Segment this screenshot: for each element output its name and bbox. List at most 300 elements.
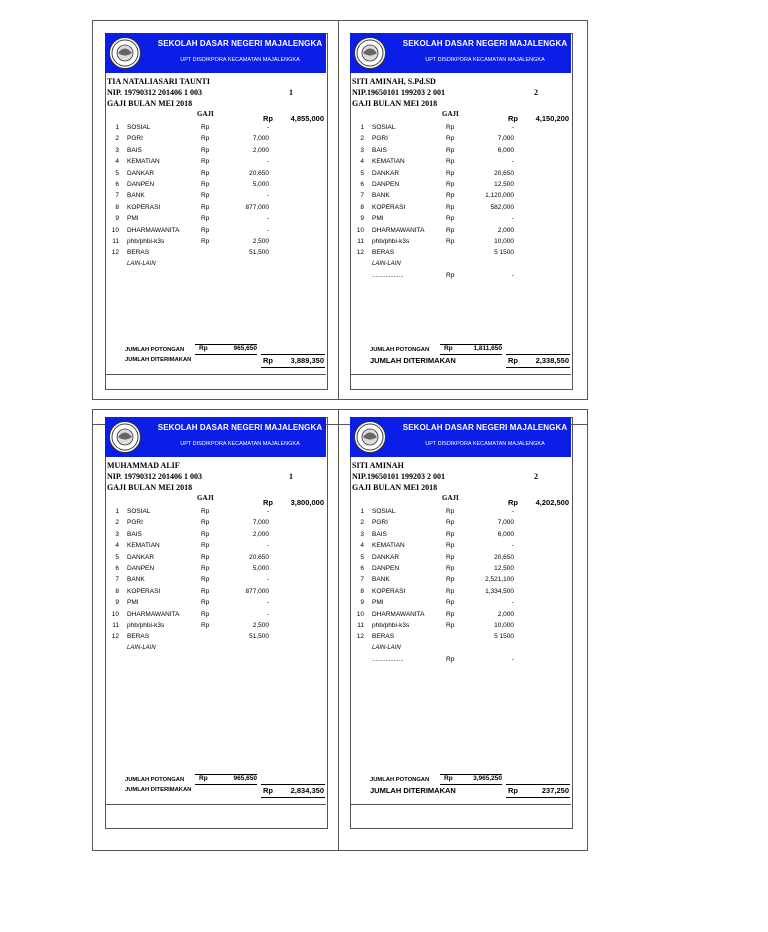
jumlah-diterimakan-currency: Rp (263, 786, 273, 795)
gaji-currency: Rp (508, 498, 518, 507)
deduction-name: BANK (372, 576, 390, 584)
slip-number: 1 (289, 88, 293, 97)
gaji-currency: Rp (263, 498, 273, 507)
row-currency: Rp (446, 587, 455, 595)
row-number: 11 (357, 238, 364, 245)
jumlah-diterimakan-value: 237,250 (541, 786, 569, 795)
deduction-name: DHARMAWANITA (127, 226, 180, 234)
deduction-value: - (266, 226, 269, 234)
row-currency: Rp (201, 610, 210, 618)
row-currency: Rp (446, 238, 455, 245)
gaji-currency: Rp (263, 114, 273, 123)
deduction-value: - (266, 576, 269, 584)
deduction-name: PGRI (127, 519, 143, 527)
row-number: 11 (112, 238, 119, 245)
slip-number: 2 (534, 472, 538, 481)
row-currency: Rp (201, 587, 210, 595)
deduction-name: SOSIAL (372, 508, 396, 515)
row-number: 11 (357, 622, 364, 629)
card-divider (105, 804, 326, 805)
pay-period: GAJI BULAN MEI 2018 (352, 483, 438, 492)
deduction-value: - (266, 542, 269, 550)
deduction-value: 6,000 (497, 146, 514, 154)
deduction-row (107, 611, 317, 622)
jumlah-potongan-value: 965,650 (233, 775, 257, 782)
row-currency: Rp (446, 519, 455, 527)
row-number: 1 (360, 508, 364, 515)
row-number: 9 (115, 599, 119, 607)
deduction-name: BAIS (372, 530, 387, 538)
slip-number: 1 (289, 472, 293, 481)
deduction-row (107, 542, 317, 553)
deduction-name: DANKAR (127, 553, 155, 561)
card-divider (350, 804, 571, 805)
row-currency: Rp (201, 169, 210, 177)
deduction-name: PMI (372, 599, 384, 607)
deduction-value: 5,000 (252, 565, 269, 572)
row-number: 10 (356, 610, 364, 618)
row-number: 4 (360, 158, 364, 166)
jumlah-potongan-currency: Rp (199, 345, 208, 352)
deduction-value: 1,120,000 (485, 192, 514, 200)
gaji-value: 4,855,000 (290, 114, 324, 123)
deduction-name: DANPEN (127, 565, 155, 572)
deduction-value: - (511, 599, 514, 607)
deduction-row (107, 565, 317, 576)
deduction-row (352, 611, 562, 622)
deduction-value: 5 1500 (494, 633, 514, 641)
upt-name: UPT DISDIKPORA KECAMATAN MAJALENGKA (180, 441, 300, 447)
deduction-name: KOPERASI (127, 587, 161, 595)
row-number: 3 (115, 530, 119, 538)
deduction-row (352, 519, 562, 530)
row-currency: Rp (201, 553, 210, 561)
row-currency: Rp (446, 599, 455, 607)
deduction-name: KEMATIAN (127, 158, 160, 166)
jumlah-potongan-label: JUMLAH POTONGAN (125, 347, 185, 353)
deduction-name: BANK (127, 192, 145, 200)
deduction-row (107, 508, 317, 519)
row-currency: Rp (446, 576, 455, 584)
tut-wuri-logo-icon (110, 422, 140, 452)
deduction-value: 877,000 (245, 587, 269, 595)
row-currency: Rp (201, 192, 210, 200)
deduction-name: KEMATIAN (372, 158, 405, 166)
row-currency: Rp (446, 124, 455, 131)
row-number: 1 (360, 124, 364, 131)
deduction-row (107, 531, 317, 542)
deduction-value: 2,000 (252, 530, 269, 538)
row-number: 1 (115, 124, 119, 131)
deduction-row (352, 633, 562, 644)
gaji-label: GAJI (442, 110, 459, 118)
deduction-row (352, 576, 562, 587)
row-number: 8 (360, 587, 364, 595)
deduction-value: 20,650 (494, 553, 514, 561)
deduction-row (107, 576, 317, 587)
deduction-name: DANPEN (372, 565, 400, 572)
jumlah-potongan-rule (195, 774, 257, 775)
deduction-value: 20,650 (249, 553, 269, 561)
jumlah-potongan-label: JUMLAH POTONGAN (370, 777, 430, 783)
lain-dots: ................... (372, 656, 404, 663)
deduction-name: PGRI (127, 135, 143, 143)
deduction-name: BAIS (127, 146, 142, 154)
deduction-row (107, 519, 317, 530)
deduction-value: 582,000 (490, 203, 514, 211)
row-currency: Rp (446, 508, 455, 515)
deduction-name: SOSIAL (127, 508, 151, 515)
row-number: 7 (115, 576, 119, 584)
jumlah-diterimakan-value: 3,889,350 (290, 356, 324, 365)
gaji-label: GAJI (197, 494, 214, 502)
school-logo (109, 421, 141, 453)
deduction-value: 7,000 (252, 135, 269, 143)
jumlah-potongan-value: 1,811,650 (473, 345, 502, 352)
row-currency: Rp (201, 599, 210, 607)
row-currency: Rp (446, 226, 455, 234)
row-number: 12 (111, 249, 119, 257)
deduction-row (107, 599, 317, 610)
deduction-value: - (266, 158, 269, 166)
jumlah-diterimakan-value: 2,338,550 (535, 356, 569, 365)
deduction-name: phb/phbi-k3s (127, 622, 165, 629)
deduction-value: 2,500 (252, 238, 269, 245)
deduction-value: - (266, 508, 269, 515)
deduction-value: 2,521,100 (485, 576, 514, 584)
lain-lain-label: LAIN-LAIN (372, 644, 401, 651)
lain-value: - (511, 271, 514, 279)
deduction-name: PMI (372, 215, 384, 223)
deduction-name: PMI (127, 599, 139, 607)
deduction-row (352, 531, 562, 542)
deduction-value: 12,500 (494, 565, 514, 572)
deduction-name: PGRI (372, 135, 388, 143)
deduction-name: PGRI (372, 519, 388, 527)
row-number: 5 (360, 169, 364, 177)
jumlah-potongan-underline (440, 784, 502, 785)
deduction-name: DHARMAWANITA (372, 610, 425, 618)
row-currency: Rp (446, 192, 455, 200)
row-number: 3 (360, 146, 364, 154)
deduction-name: KOPERASI (127, 203, 161, 211)
row-currency: Rp (201, 146, 210, 154)
pay-period: GAJI BULAN MEI 2018 (107, 483, 193, 492)
deduction-name: DANKAR (372, 169, 400, 177)
deduction-name: SOSIAL (372, 124, 396, 131)
deduction-name: DANKAR (372, 553, 400, 561)
deduction-name: BERAS (127, 633, 150, 641)
jumlah-diterimakan-box (261, 784, 325, 798)
row-currency: Rp (201, 226, 210, 234)
tut-wuri-logo-icon (355, 422, 385, 452)
row-number: 4 (360, 542, 364, 550)
deduction-name: BAIS (127, 530, 142, 538)
jumlah-potongan-label: JUMLAH POTONGAN (370, 347, 430, 353)
row-number: 8 (115, 587, 119, 595)
deduction-value: - (266, 124, 269, 131)
row-currency: Rp (201, 542, 210, 550)
row-currency: Rp (446, 215, 455, 223)
row-currency: Rp (201, 238, 210, 245)
jumlah-potongan-currency: Rp (444, 345, 453, 352)
row-currency: Rp (201, 519, 210, 527)
row-number: 1 (115, 508, 119, 515)
row-number: 5 (115, 553, 119, 561)
deduction-name: DHARMAWANITA (127, 610, 180, 618)
employee-name: MUHAMMAD ALIF (107, 461, 180, 470)
deduction-name: DANPEN (372, 181, 400, 188)
jumlah-diterimakan-label: JUMLAH DITERIMAKAN (125, 357, 192, 363)
employee-name: TIA NATALIASARI TAUNTI (107, 77, 210, 86)
deduction-value: - (266, 599, 269, 607)
deduction-value: 2,000 (497, 610, 514, 618)
row-currency: Rp (446, 181, 455, 188)
deduction-value: - (511, 508, 514, 515)
row-number: 9 (115, 215, 119, 223)
school-banner (105, 417, 326, 457)
row-currency: Rp (201, 181, 210, 188)
payslip-card (93, 417, 324, 795)
row-currency: Rp (446, 169, 455, 177)
employee-name: SITI AMINAH, S.Pd.SD (352, 77, 436, 86)
row-currency: Rp (446, 203, 455, 211)
jumlah-diterimakan-value: 2,834,350 (290, 786, 324, 795)
jumlah-potongan-underline (195, 784, 257, 785)
school-logo (354, 421, 386, 453)
row-currency: Rp (446, 146, 455, 154)
employee-nip: NIP. 19790312 201406 1 003 (107, 88, 203, 97)
row-number: 4 (115, 158, 119, 166)
deduction-name: BERAS (127, 249, 150, 257)
row-number: 6 (115, 181, 119, 188)
gaji-currency: Rp (508, 114, 518, 123)
deduction-name: KEMATIAN (372, 542, 405, 550)
jumlah-diterimakan-box (506, 784, 570, 798)
gaji-value: 3,800,000 (290, 498, 324, 507)
row-currency: Rp (446, 565, 455, 572)
deduction-name: BAIS (372, 146, 387, 154)
row-currency: Rp (201, 508, 210, 515)
jumlah-diterimakan-currency: Rp (263, 356, 273, 365)
row-currency: Rp (446, 530, 455, 538)
row-number: 6 (115, 565, 119, 572)
upt-name: UPT DISDIKPORA KECAMATAN MAJALENGKA (425, 441, 545, 447)
row-number: 7 (360, 576, 364, 584)
row-number: 6 (360, 181, 364, 188)
payslip-card (338, 417, 569, 795)
row-number: 6 (360, 565, 364, 572)
school-name: SEKOLAH DASAR NEGERI MAJALENGKA (157, 423, 323, 432)
jumlah-potongan-rule (440, 774, 502, 775)
deduction-name: DHARMAWANITA (372, 226, 425, 234)
deduction-value: 7,000 (252, 519, 269, 527)
row-number: 12 (111, 633, 119, 641)
lain-value: - (511, 655, 514, 663)
deduction-row (352, 508, 562, 519)
row-number: 2 (360, 135, 364, 143)
deduction-value: - (266, 192, 269, 200)
deduction-value: 5 1500 (494, 249, 514, 257)
jumlah-diterimakan-currency: Rp (508, 356, 518, 365)
gaji-value: 4,150,200 (535, 114, 569, 123)
deduction-value: - (511, 215, 514, 223)
row-number: 7 (360, 192, 364, 200)
lain-dots: ................... (372, 272, 404, 279)
row-number: 10 (356, 226, 364, 234)
deduction-row (352, 542, 562, 553)
row-currency: Rp (201, 203, 210, 211)
deduction-row (107, 622, 317, 633)
row-currency: Rp (446, 542, 455, 550)
lain-lain-label: LAIN-LAIN (372, 260, 401, 267)
deduction-row (352, 588, 562, 599)
sheet-bottom (92, 424, 588, 851)
row-number: 12 (356, 633, 364, 641)
jumlah-diterimakan-label: JUMLAH DITERIMAKAN (125, 787, 192, 793)
cropped-bottom-section (0, 423, 768, 932)
row-number: 8 (115, 203, 119, 211)
deduction-name: BERAS (372, 249, 395, 257)
deduction-value: - (266, 215, 269, 223)
deduction-value: 7,000 (497, 519, 514, 527)
row-currency: Rp (201, 135, 210, 143)
deduction-value: 20,650 (249, 169, 269, 177)
row-number: 7 (115, 192, 119, 200)
deduction-name: KOPERASI (372, 587, 406, 595)
jumlah-diterimakan-label: JUMLAH DITERIMAKAN (370, 356, 456, 365)
deduction-value: 2,000 (252, 146, 269, 154)
deduction-name: KOPERASI (372, 203, 406, 211)
row-number: 9 (360, 215, 364, 223)
row-number: 10 (111, 610, 119, 618)
deduction-name: DANPEN (127, 181, 155, 188)
row-currency: Rp (446, 158, 455, 166)
deduction-row (107, 633, 317, 644)
gaji-value: 4,202,500 (535, 498, 569, 507)
deduction-name: phb/phbi-k3s (372, 622, 410, 629)
deduction-value: 1,334,500 (485, 587, 514, 595)
row-number: 8 (360, 203, 364, 211)
deduction-value: 10,000 (494, 238, 514, 245)
row-currency: Rp (201, 565, 210, 572)
deduction-row (107, 588, 317, 599)
deduction-row (352, 599, 562, 610)
row-number: 3 (115, 146, 119, 154)
row-number: 9 (360, 599, 364, 607)
lain-lain-label: LAIN-LAIN (127, 260, 156, 267)
deduction-row (352, 622, 562, 633)
school-name: SEKOLAH DASAR NEGERI MAJALENGKA (402, 39, 568, 48)
deduction-value: - (511, 124, 514, 131)
employee-nip: NIP.19650101 199203 2 001 (352, 472, 446, 481)
row-currency: Rp (446, 610, 455, 618)
deduction-value: 12,500 (494, 181, 514, 188)
deduction-row (352, 554, 562, 565)
deduction-name: KEMATIAN (127, 542, 160, 550)
gaji-label: GAJI (197, 110, 214, 118)
deduction-value: 877,000 (245, 203, 269, 211)
row-currency: Rp (201, 215, 210, 223)
lain-lain-label: LAIN-LAIN (127, 644, 156, 651)
jumlah-potongan-value: 965,650 (233, 345, 257, 352)
upt-name: UPT DISDIKPORA KECAMATAN MAJALENGKA (425, 57, 545, 63)
jumlah-potongan-value: 3,965,250 (473, 775, 502, 782)
deduction-value: - (511, 542, 514, 550)
pay-period: GAJI BULAN MEI 2018 (352, 99, 438, 108)
jumlah-potongan-currency: Rp (444, 775, 453, 782)
row-number: 5 (360, 553, 364, 561)
deduction-value: 51,500 (249, 249, 269, 257)
deduction-row (352, 565, 562, 576)
deduction-name: PMI (127, 215, 139, 223)
employee-name: SITI AMINAH (352, 461, 404, 470)
deduction-value: 7,000 (497, 135, 514, 143)
school-name: SEKOLAH DASAR NEGERI MAJALENGKA (402, 423, 568, 432)
row-currency: Rp (201, 530, 210, 538)
deduction-name: DANKAR (127, 169, 155, 177)
deduction-value: 2,000 (497, 226, 514, 234)
lain-currency: Rp (446, 655, 455, 663)
jumlah-potongan-label: JUMLAH POTONGAN (125, 777, 185, 783)
row-number: 2 (360, 519, 364, 527)
deduction-value: - (266, 610, 269, 618)
employee-nip: NIP.19650101 199203 2 001 (352, 88, 446, 97)
deduction-value: 20,650 (494, 169, 514, 177)
deduction-name: BANK (372, 192, 390, 200)
deduction-row (107, 554, 317, 565)
employee-nip: NIP. 19790312 201406 1 003 (107, 472, 203, 481)
lain-currency: Rp (446, 271, 455, 279)
school-banner (350, 417, 571, 457)
row-currency: Rp (201, 622, 210, 629)
jumlah-potongan-currency: Rp (199, 775, 208, 782)
row-number: 2 (115, 135, 119, 143)
deduction-name: phb/phbi-k3s (372, 238, 410, 245)
jumlah-diterimakan-label: JUMLAH DITERIMAKAN (370, 786, 456, 795)
gaji-label: GAJI (442, 494, 459, 502)
row-currency: Rp (446, 135, 455, 143)
row-number: 4 (115, 542, 119, 550)
pay-period: GAJI BULAN MEI 2018 (107, 99, 193, 108)
row-number: 11 (112, 622, 119, 629)
deduction-value: 2,500 (252, 622, 269, 629)
deduction-value: 6,000 (497, 530, 514, 538)
row-number: 2 (115, 519, 119, 527)
row-number: 5 (115, 169, 119, 177)
jumlah-diterimakan-currency: Rp (508, 786, 518, 795)
deduction-value: 51,500 (249, 633, 269, 641)
row-currency: Rp (446, 622, 455, 629)
deduction-name: BANK (127, 576, 145, 584)
school-name: SEKOLAH DASAR NEGERI MAJALENGKA (157, 39, 323, 48)
row-number: 12 (356, 249, 364, 257)
deduction-value: 5,000 (252, 181, 269, 188)
row-number: 10 (111, 226, 119, 234)
row-number: 3 (360, 530, 364, 538)
row-currency: Rp (201, 124, 210, 131)
row-currency: Rp (201, 158, 210, 166)
deduction-value: - (511, 158, 514, 166)
deduction-name: BERAS (372, 633, 395, 641)
cropped-top-strip (0, 0, 768, 436)
row-currency: Rp (201, 576, 210, 584)
upt-name: UPT DISDIKPORA KECAMATAN MAJALENGKA (180, 57, 300, 63)
deduction-value: 10,000 (494, 622, 514, 629)
deduction-name: phb/phbi-k3s (127, 238, 165, 245)
row-currency: Rp (446, 553, 455, 561)
slip-number: 2 (534, 88, 538, 97)
